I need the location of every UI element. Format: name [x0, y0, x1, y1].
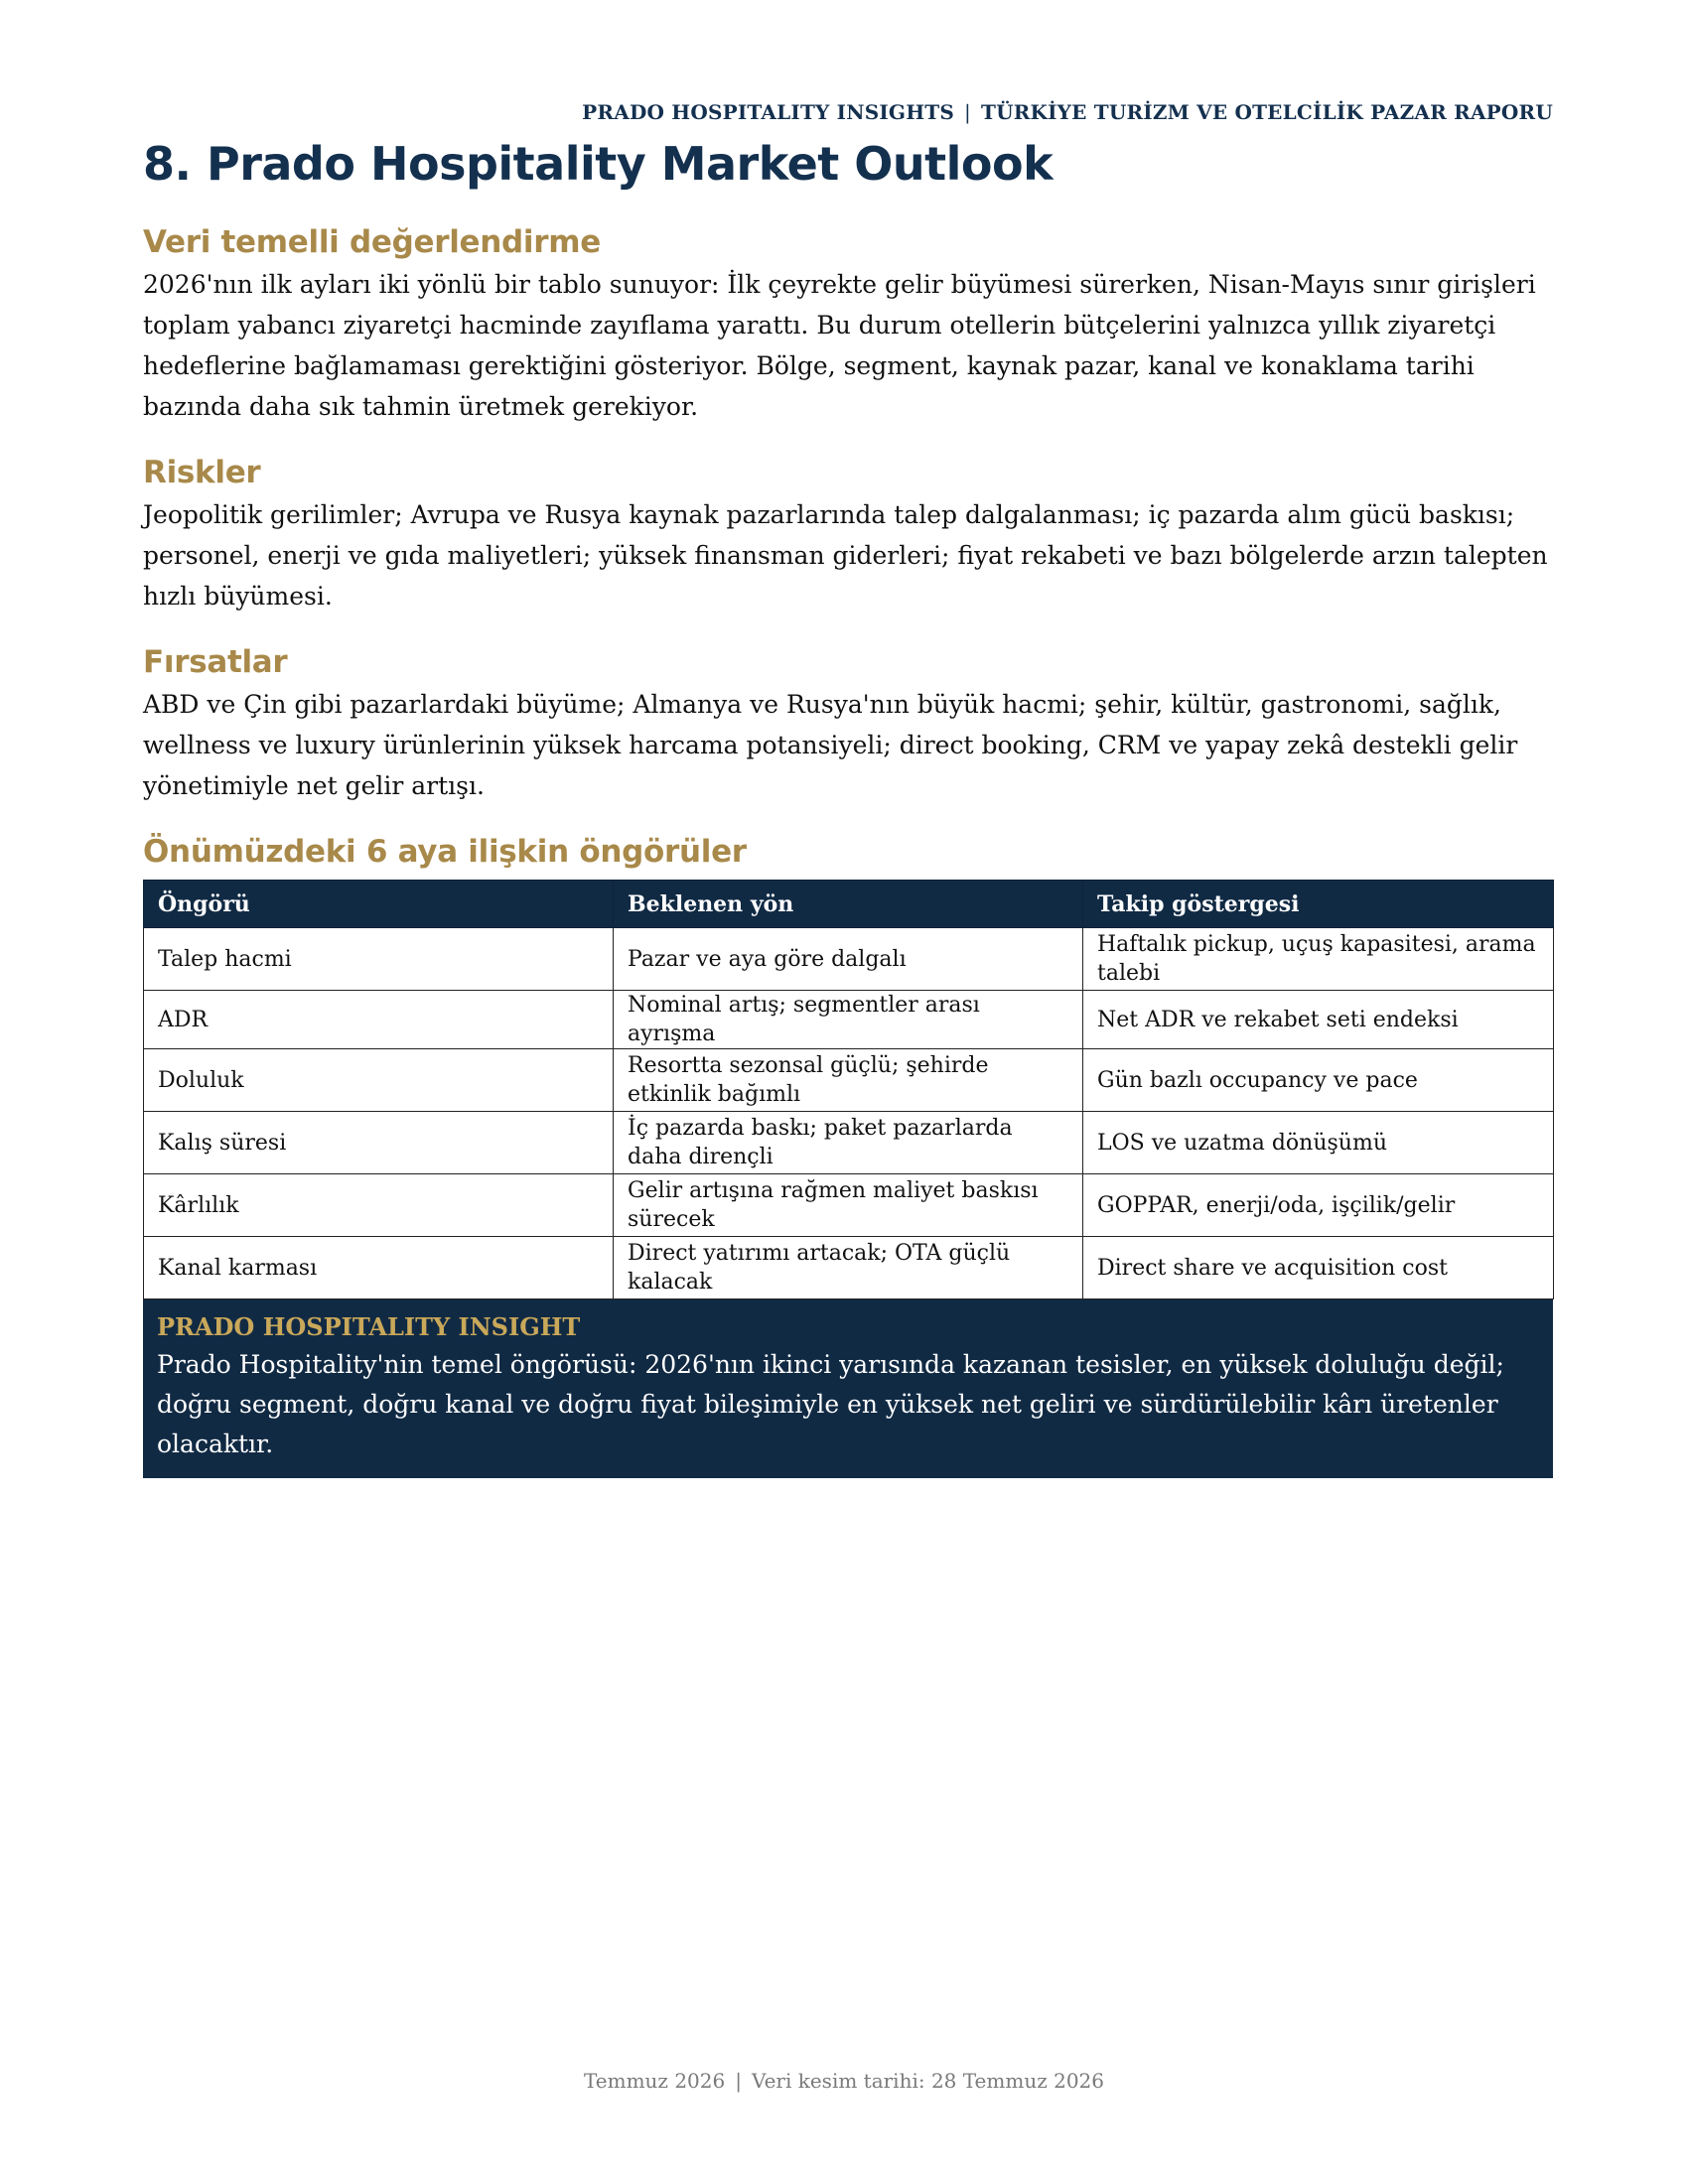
section-heading-risks: Riskler — [143, 455, 261, 490]
table-cell: Doluluk — [144, 1049, 614, 1112]
table-cell: Talep hacmi — [144, 928, 614, 991]
section-heading-assessment: Veri temelli değerlendirme — [143, 224, 601, 260]
table-row — [144, 1237, 1554, 1299]
section-body-risks: Jeopolitik gerilimler; Avrupa ve Rusya kaynak pazarlarında talep dalgalanması; iç pazarda alım gücü baskısı; personel, enerji ve gıda maliyetleri; yüksek finansman giderleri; fiyat rekabeti ve bazı bölgelerde arzın talepten hızlı büyümesi. — [143, 500, 1548, 611]
table-cell: İç pazarda baskı; paket pazarlarda daha dirençli — [614, 1112, 1083, 1174]
table-cell: Kârlılık — [144, 1174, 614, 1237]
page-content — [143, 129, 1553, 1478]
running-header — [143, 100, 1553, 124]
table-cell: Kalış süresi — [144, 1112, 614, 1174]
insight-callout — [143, 1299, 1553, 1478]
table-header-row — [144, 881, 1554, 928]
page-footer — [0, 2069, 1688, 2093]
insight-text: Prado Hospitality'nin temel öngörüsü: 2026'nın ikinci yarısında kazanan tesisler, en yüksek doluluğu değil; doğru segment, doğru kanal ve doğru fiyat bileşimiyle en yüksek net geliri ve sürdürülebilir kârı üretenler olacaktır. — [157, 1350, 1504, 1458]
column-header-direction: Beklenen yön — [614, 881, 1083, 928]
table-cell: Net ADR ve rekabet seti endeksi — [1083, 991, 1554, 1049]
footer-date: Temmuz 2026 — [583, 2069, 726, 2093]
section-body-opportunities: ABD ve Çin gibi pazarlardaki büyüme; Almanya ve Rusya'nın büyük hacmi; şehir, kültür, gastronomi, sağlık, wellness ve luxury ürünlerinin yüksek harcama potansiyeli; direct booking, CRM ve yapay zekâ destekli gelir yönetimiyle net gelir artışı. — [143, 690, 1518, 800]
table-cell: ADR — [144, 991, 614, 1049]
insight-title: PRADO HOSPITALITY INSIGHT — [157, 1312, 581, 1341]
table-cell: GOPPAR, enerji/oda, işçilik/gelir — [1083, 1174, 1554, 1237]
table-cell: LOS ve uzatma dönüşümü — [1083, 1112, 1554, 1174]
column-header-forecast: Öngörü — [144, 881, 614, 928]
table-cell: Pazar ve aya göre dalgalı — [614, 928, 1083, 991]
header-separator: | — [964, 100, 971, 124]
table-cell: Gelir artışına rağmen maliyet baskısı sürecek — [614, 1174, 1083, 1237]
page-title: 8. Prado Hospitality Market Outlook — [143, 137, 1054, 191]
table-cell: Kanal karması — [144, 1237, 614, 1299]
table-cell: Gün bazlı occupancy ve pace — [1083, 1049, 1554, 1112]
header-brand: PRADO HOSPITALITY INSIGHTS — [582, 100, 955, 124]
footer-cutoff: Veri kesim tarihi: 28 Temmuz 2026 — [751, 2069, 1104, 2093]
table-row — [144, 991, 1554, 1049]
header-report-title: TÜRKİYE TURİZM VE OTELCİLİK PAZAR RAPORU — [980, 100, 1553, 124]
table-cell: Nominal artış; segmentler arası ayrışma — [614, 991, 1083, 1049]
table-cell: Resortta sezonsal güçlü; şehirde etkinlik bağımlı — [614, 1049, 1083, 1112]
table-row — [144, 928, 1554, 991]
footer-separator: | — [735, 2069, 742, 2093]
section-body-assessment: 2026'nın ilk ayları iki yönlü bir tablo sunuyor: İlk çeyrekte gelir büyümesi sürerken, Nisan-Mayıs sınır girişleri toplam yabancı ziyaretçi hacminde zayıflama yarattı. Bu durum otellerin bütçelerini yalnızca yıllık ziyaretçi hedeflerine bağlamaması gerektiğini gösteriyor. Bölge, segment, kaynak pazar, kanal ve konaklama tarihi bazında daha sık tahmin üretmek gerekiyor. — [143, 270, 1536, 421]
column-header-indicator: Takip göstergesi — [1083, 881, 1554, 928]
table-row — [144, 1112, 1554, 1174]
table-cell: Direct share ve acquisition cost — [1083, 1237, 1554, 1299]
forecast-table — [143, 880, 1554, 1299]
table-row — [144, 1174, 1554, 1237]
table-cell: Direct yatırımı artacak; OTA güçlü kalacak — [614, 1237, 1083, 1299]
section-heading-opportunities: Fırsatlar — [143, 644, 288, 680]
table-cell: Haftalık pickup, uçuş kapasitesi, arama talebi — [1083, 928, 1554, 991]
section-heading-forecast: Önümüzdeki 6 aya ilişkin öngörüler — [143, 834, 747, 870]
table-row — [144, 1049, 1554, 1112]
